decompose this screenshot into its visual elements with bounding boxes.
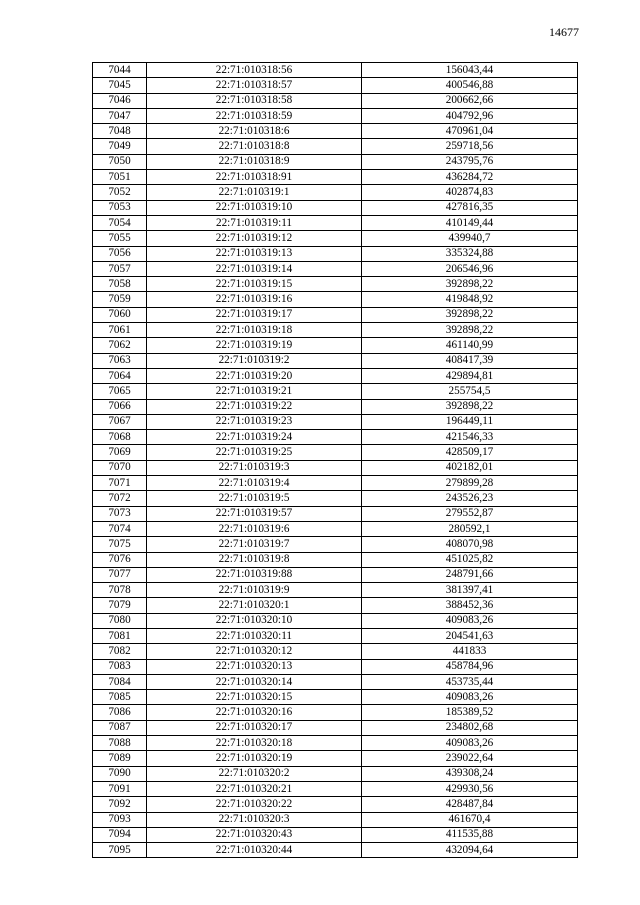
table-row <box>93 292 578 307</box>
value-cell: 156043,44 <box>362 63 578 78</box>
row-number-cell: 7069 <box>93 445 147 460</box>
value-cell: 428509,17 <box>362 445 578 460</box>
cadastral-number-cell: 22:71:010319:16 <box>147 292 362 307</box>
row-number-cell: 7090 <box>93 766 147 781</box>
row-number-cell: 7062 <box>93 338 147 353</box>
row-number-cell: 7082 <box>93 644 147 659</box>
row-number-cell: 7048 <box>93 124 147 139</box>
table-row <box>93 766 578 781</box>
row-number-cell: 7091 <box>93 781 147 796</box>
row-number-cell: 7084 <box>93 674 147 689</box>
row-number-cell: 7046 <box>93 93 147 108</box>
table-row <box>93 139 578 154</box>
row-number-cell: 7095 <box>93 843 147 858</box>
row-number-cell: 7081 <box>93 628 147 643</box>
value-cell: 458784,96 <box>362 659 578 674</box>
row-number-cell: 7079 <box>93 598 147 613</box>
table-row <box>93 246 578 261</box>
row-number-cell: 7061 <box>93 323 147 338</box>
table-row <box>93 323 578 338</box>
table-row <box>93 476 578 491</box>
table-row <box>93 598 578 613</box>
row-number-cell: 7044 <box>93 63 147 78</box>
cadastral-number-cell: 22:71:010319:4 <box>147 476 362 491</box>
value-cell: 335324,88 <box>362 246 578 261</box>
table-row <box>93 124 578 139</box>
cadastral-number-cell: 22:71:010319:10 <box>147 200 362 215</box>
cadastral-number-cell: 22:71:010319:18 <box>147 323 362 338</box>
row-number-cell: 7054 <box>93 215 147 230</box>
value-cell: 421546,33 <box>362 430 578 445</box>
value-cell: 439308,24 <box>362 766 578 781</box>
value-cell: 461670,4 <box>362 812 578 827</box>
value-cell: 185389,52 <box>362 705 578 720</box>
value-cell: 429894,81 <box>362 368 578 383</box>
table-row <box>93 736 578 751</box>
cadastral-number-cell: 22:71:010319:24 <box>147 430 362 445</box>
value-cell: 279899,28 <box>362 476 578 491</box>
value-cell: 404792,96 <box>362 108 578 123</box>
row-number-cell: 7056 <box>93 246 147 261</box>
table-row <box>93 751 578 766</box>
cadastral-number-cell: 22:71:010320:18 <box>147 736 362 751</box>
row-number-cell: 7063 <box>93 353 147 368</box>
value-cell: 453735,44 <box>362 674 578 689</box>
row-number-cell: 7088 <box>93 736 147 751</box>
cadastral-number-cell: 22:71:010319:22 <box>147 399 362 414</box>
value-cell: 408070,98 <box>362 537 578 552</box>
value-cell: 243795,76 <box>362 154 578 169</box>
row-number-cell: 7060 <box>93 307 147 322</box>
table-row <box>93 552 578 567</box>
cadastral-number-cell: 22:71:010320:21 <box>147 781 362 796</box>
table-row <box>93 506 578 521</box>
table-row <box>93 797 578 812</box>
cadastral-number-cell: 22:71:010319:8 <box>147 552 362 567</box>
value-cell: 392898,22 <box>362 307 578 322</box>
table-row <box>93 521 578 536</box>
row-number-cell: 7083 <box>93 659 147 674</box>
value-cell: 200662,66 <box>362 93 578 108</box>
table-row <box>93 185 578 200</box>
cadastral-number-cell: 22:71:010319:25 <box>147 445 362 460</box>
table-row <box>93 170 578 185</box>
value-cell: 402182,01 <box>362 460 578 475</box>
cadastral-number-cell: 22:71:010319:9 <box>147 583 362 598</box>
value-cell: 409083,26 <box>362 736 578 751</box>
row-number-cell: 7070 <box>93 460 147 475</box>
row-number-cell: 7071 <box>93 476 147 491</box>
value-cell: 411535,88 <box>362 827 578 842</box>
row-number-cell: 7067 <box>93 414 147 429</box>
table-row <box>93 338 578 353</box>
cadastral-number-cell: 22:71:010320:44 <box>147 843 362 858</box>
page-number: 14677 <box>549 25 579 39</box>
table-row <box>93 445 578 460</box>
table-row <box>93 261 578 276</box>
row-number-cell: 7055 <box>93 231 147 246</box>
table-row <box>93 154 578 169</box>
table-row <box>93 368 578 383</box>
data-table <box>92 62 578 858</box>
table-row <box>93 215 578 230</box>
table-row <box>93 674 578 689</box>
value-cell: 408417,39 <box>362 353 578 368</box>
value-cell: 470961,04 <box>362 124 578 139</box>
cadastral-number-cell: 22:71:010318:56 <box>147 63 362 78</box>
row-number-cell: 7092 <box>93 797 147 812</box>
value-cell: 234802,68 <box>362 720 578 735</box>
table-row <box>93 659 578 674</box>
value-cell: 402874,83 <box>362 185 578 200</box>
value-cell: 441833 <box>362 644 578 659</box>
cadastral-number-cell: 22:71:010320:11 <box>147 628 362 643</box>
row-number-cell: 7074 <box>93 521 147 536</box>
cadastral-number-cell: 22:71:010320:1 <box>147 598 362 613</box>
value-cell: 280592,1 <box>362 521 578 536</box>
cadastral-number-cell: 22:71:010320:13 <box>147 659 362 674</box>
cadastral-number-cell: 22:71:010320:12 <box>147 644 362 659</box>
table-row <box>93 399 578 414</box>
cadastral-number-cell: 22:71:010319:7 <box>147 537 362 552</box>
value-cell: 392898,22 <box>362 399 578 414</box>
cadastral-number-cell: 22:71:010319:15 <box>147 277 362 292</box>
value-cell: 248791,66 <box>362 567 578 582</box>
row-number-cell: 7094 <box>93 827 147 842</box>
row-number-cell: 7064 <box>93 368 147 383</box>
cadastral-number-cell: 22:71:010318:91 <box>147 170 362 185</box>
table-row <box>93 613 578 628</box>
table-row <box>93 628 578 643</box>
row-number-cell: 7089 <box>93 751 147 766</box>
data-table-container <box>92 62 577 858</box>
table-row <box>93 63 578 78</box>
table-row <box>93 414 578 429</box>
row-number-cell: 7086 <box>93 705 147 720</box>
row-number-cell: 7087 <box>93 720 147 735</box>
value-cell: 461140,99 <box>362 338 578 353</box>
table-row <box>93 277 578 292</box>
cadastral-number-cell: 22:71:010319:14 <box>147 261 362 276</box>
cadastral-number-cell: 22:71:010319:11 <box>147 215 362 230</box>
row-number-cell: 7073 <box>93 506 147 521</box>
row-number-cell: 7059 <box>93 292 147 307</box>
table-row <box>93 537 578 552</box>
value-cell: 427816,35 <box>362 200 578 215</box>
cadastral-number-cell: 22:71:010318:59 <box>147 108 362 123</box>
value-cell: 428487,84 <box>362 797 578 812</box>
value-cell: 381397,41 <box>362 583 578 598</box>
table-row <box>93 812 578 827</box>
cadastral-number-cell: 22:71:010320:3 <box>147 812 362 827</box>
cadastral-number-cell: 22:71:010319:2 <box>147 353 362 368</box>
table-row <box>93 781 578 796</box>
table-row <box>93 705 578 720</box>
cadastral-number-cell: 22:71:010319:13 <box>147 246 362 261</box>
value-cell: 259718,56 <box>362 139 578 154</box>
table-row <box>93 307 578 322</box>
value-cell: 419848,92 <box>362 292 578 307</box>
row-number-cell: 7045 <box>93 78 147 93</box>
row-number-cell: 7072 <box>93 491 147 506</box>
table-row <box>93 231 578 246</box>
cadastral-number-cell: 22:71:010320:15 <box>147 690 362 705</box>
value-cell: 439940,7 <box>362 231 578 246</box>
value-cell: 410149,44 <box>362 215 578 230</box>
value-cell: 409083,26 <box>362 613 578 628</box>
value-cell: 432094,64 <box>362 843 578 858</box>
cadastral-number-cell: 22:71:010318:57 <box>147 78 362 93</box>
row-number-cell: 7093 <box>93 812 147 827</box>
cadastral-number-cell: 22:71:010320:19 <box>147 751 362 766</box>
value-cell: 204541,63 <box>362 628 578 643</box>
table-row <box>93 78 578 93</box>
cadastral-number-cell: 22:71:010318:9 <box>147 154 362 169</box>
row-number-cell: 7049 <box>93 139 147 154</box>
row-number-cell: 7085 <box>93 690 147 705</box>
cadastral-number-cell: 22:71:010320:43 <box>147 827 362 842</box>
row-number-cell: 7066 <box>93 399 147 414</box>
table-row <box>93 108 578 123</box>
value-cell: 388452,36 <box>362 598 578 613</box>
cadastral-number-cell: 22:71:010320:14 <box>147 674 362 689</box>
table-row <box>93 583 578 598</box>
value-cell: 239022,64 <box>362 751 578 766</box>
value-cell: 255754,5 <box>362 384 578 399</box>
value-cell: 436284,72 <box>362 170 578 185</box>
row-number-cell: 7053 <box>93 200 147 215</box>
cadastral-number-cell: 22:71:010318:8 <box>147 139 362 154</box>
row-number-cell: 7051 <box>93 170 147 185</box>
cadastral-number-cell: 22:71:010319:57 <box>147 506 362 521</box>
table-row <box>93 720 578 735</box>
row-number-cell: 7078 <box>93 583 147 598</box>
table-row <box>93 93 578 108</box>
cadastral-number-cell: 22:71:010319:17 <box>147 307 362 322</box>
table-row <box>93 460 578 475</box>
row-number-cell: 7058 <box>93 277 147 292</box>
row-number-cell: 7047 <box>93 108 147 123</box>
row-number-cell: 7050 <box>93 154 147 169</box>
value-cell: 400546,88 <box>362 78 578 93</box>
table-row <box>93 843 578 858</box>
cadastral-number-cell: 22:71:010319:21 <box>147 384 362 399</box>
value-cell: 243526,23 <box>362 491 578 506</box>
value-cell: 206546,96 <box>362 261 578 276</box>
row-number-cell: 7076 <box>93 552 147 567</box>
cadastral-number-cell: 22:71:010319:20 <box>147 368 362 383</box>
row-number-cell: 7080 <box>93 613 147 628</box>
value-cell: 429930,56 <box>362 781 578 796</box>
cadastral-number-cell: 22:71:010319:88 <box>147 567 362 582</box>
table-row <box>93 644 578 659</box>
table-row <box>93 567 578 582</box>
table-row <box>93 430 578 445</box>
cadastral-number-cell: 22:71:010318:58 <box>147 93 362 108</box>
value-cell: 392898,22 <box>362 323 578 338</box>
row-number-cell: 7075 <box>93 537 147 552</box>
cadastral-number-cell: 22:71:010320:2 <box>147 766 362 781</box>
table-row <box>93 353 578 368</box>
table-row <box>93 200 578 215</box>
value-cell: 279552,87 <box>362 506 578 521</box>
table-body <box>93 63 578 858</box>
row-number-cell: 7065 <box>93 384 147 399</box>
row-number-cell: 7052 <box>93 185 147 200</box>
value-cell: 392898,22 <box>362 277 578 292</box>
row-number-cell: 7057 <box>93 261 147 276</box>
value-cell: 409083,26 <box>362 690 578 705</box>
cadastral-number-cell: 22:71:010320:17 <box>147 720 362 735</box>
cadastral-number-cell: 22:71:010319:5 <box>147 491 362 506</box>
cadastral-number-cell: 22:71:010320:10 <box>147 613 362 628</box>
cadastral-number-cell: 22:71:010319:19 <box>147 338 362 353</box>
cadastral-number-cell: 22:71:010319:23 <box>147 414 362 429</box>
row-number-cell: 7077 <box>93 567 147 582</box>
cadastral-number-cell: 22:71:010318:6 <box>147 124 362 139</box>
cadastral-number-cell: 22:71:010319:1 <box>147 185 362 200</box>
row-number-cell: 7068 <box>93 430 147 445</box>
table-row <box>93 491 578 506</box>
value-cell: 196449,11 <box>362 414 578 429</box>
value-cell: 451025,82 <box>362 552 578 567</box>
table-row <box>93 827 578 842</box>
table-row <box>93 690 578 705</box>
cadastral-number-cell: 22:71:010319:6 <box>147 521 362 536</box>
table-row <box>93 384 578 399</box>
cadastral-number-cell: 22:71:010319:12 <box>147 231 362 246</box>
cadastral-number-cell: 22:71:010320:22 <box>147 797 362 812</box>
cadastral-number-cell: 22:71:010320:16 <box>147 705 362 720</box>
cadastral-number-cell: 22:71:010319:3 <box>147 460 362 475</box>
